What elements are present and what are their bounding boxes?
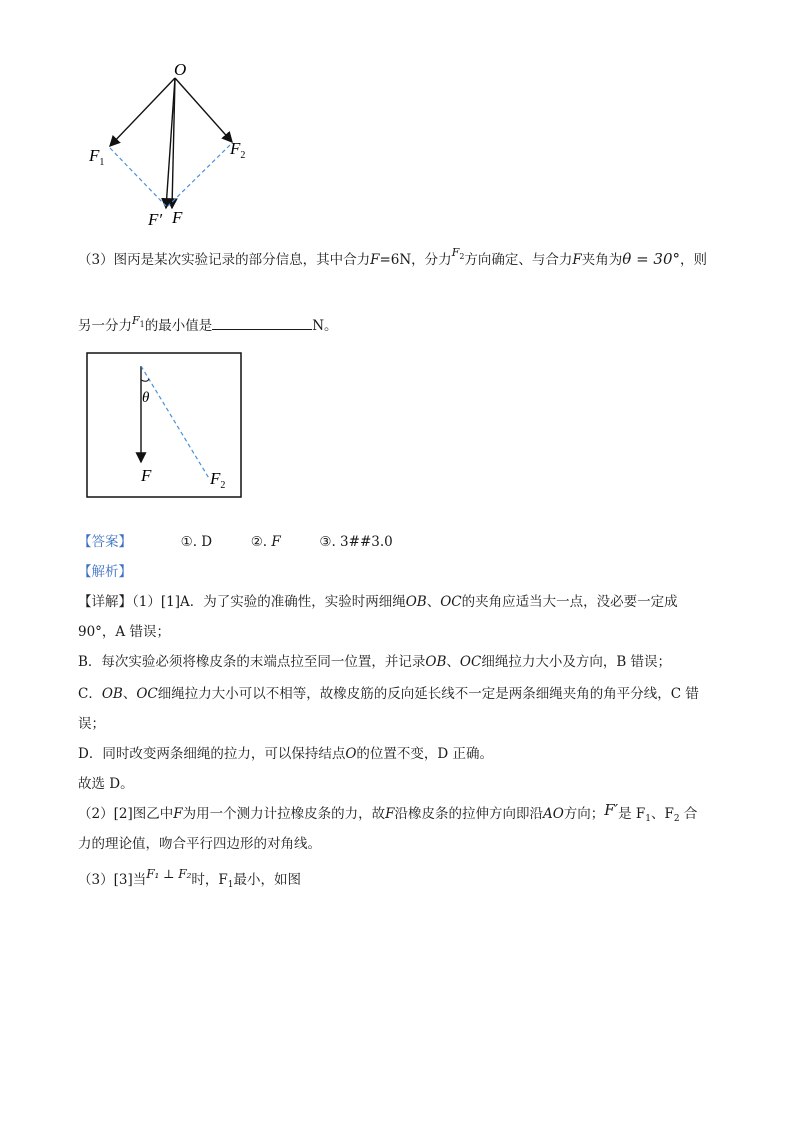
q3-f2-symbol: F2 (451, 246, 465, 262)
answer-2-value: F (271, 534, 281, 550)
o-label: O (345, 746, 357, 762)
q3-prefix: （3）图丙是某次实验记录的部分信息，其中合力 (78, 252, 371, 268)
answer-label: 【答案】 (78, 534, 132, 550)
q3-then: ，则 (680, 252, 708, 268)
detail-l3b: 细绳拉力大小及方向，B 错误； (481, 654, 672, 670)
detail-l8g: 合 (679, 806, 698, 822)
detail-line-2: 90°，A 错误； (78, 624, 170, 640)
label-theta: θ (142, 390, 150, 406)
detail-line-7: 故选 D。 (78, 776, 134, 792)
q3-eq: =6N，分力 (379, 252, 452, 268)
answer-1: ①. D (180, 534, 213, 550)
label-f-fig2: F (141, 466, 152, 485)
detail-l6b: 的位置不变，D 正确。 (356, 746, 494, 762)
answer-blank (212, 317, 312, 330)
answer-line (78, 530, 393, 550)
ob-label: OB (405, 594, 427, 610)
detail-l10a: （3）[3]当 (78, 872, 147, 888)
f2-dashed-line (141, 366, 210, 480)
q3-angle-text: 夹角为 (581, 252, 623, 268)
detail-l8d: 方向； (563, 806, 605, 822)
detail-line-4 (78, 682, 699, 702)
sub-1: 1 (645, 814, 652, 824)
detail-l10c: 最小，如图 (233, 872, 302, 888)
f-label-2: F (385, 806, 395, 822)
fprime-label: F′ (604, 801, 619, 819)
q3-unit: N。 (312, 318, 338, 334)
f1-arrow (110, 78, 175, 146)
dashed-f2-fprime (168, 145, 230, 206)
oc-label: OC (440, 594, 462, 610)
angle-figure (86, 352, 242, 498)
detail-l8e: 是 F (618, 806, 646, 822)
f-label-1: F (173, 806, 183, 822)
detail-l1a: 【详解】（1）[1]A．为了实验的准确性，实验时两细绳 (78, 594, 406, 610)
sub-2: 2 (673, 814, 680, 824)
analysis-label: 【解析】 (78, 564, 132, 580)
label-f: F (172, 208, 183, 227)
q3-f-symbol: F (370, 252, 380, 268)
sep-2: 、 (446, 654, 460, 670)
question-3-line2 (78, 314, 338, 335)
ao-label: AO (542, 806, 564, 822)
dashed-f1-fprime (110, 148, 166, 206)
q3-line2-prefix: 另一分力 (78, 318, 132, 334)
q3-mid: 方向确定、与合力 (464, 252, 573, 268)
q3-theta-eq: θ = 30° (622, 250, 681, 268)
q3-f-symbol-2: F (572, 252, 582, 268)
perp-expression: F₁ ⊥ F₂ (146, 867, 192, 881)
answer-3: ③. 3##3.0 (319, 534, 393, 550)
label-f1: $F_1$ (89, 146, 105, 168)
detail-l10b: 时，F (191, 872, 228, 888)
question-3-line1 (78, 248, 707, 269)
detail-line-6 (78, 742, 493, 762)
label-f2: $F_2$ (230, 139, 246, 161)
sub-3: 1 (227, 880, 234, 890)
detail-line-10 (78, 868, 301, 890)
oc-label-3: OC (136, 686, 158, 702)
oc-label-2: OC (459, 654, 482, 670)
detail-l4b: 细绳拉力大小可以不相等，故橡皮筋的反向延长线不一定是两条细绳夹角的角平分线，C 错 (157, 686, 699, 702)
ob-label-2: OB (425, 654, 447, 670)
answer-2-num: ②. (250, 534, 268, 550)
detail-line-5: 误； (78, 716, 105, 732)
sep-1: 、 (426, 594, 441, 610)
theta-arc (141, 379, 149, 381)
detail-l8c: 沿橡皮条的拉伸方向即沿 (394, 806, 543, 822)
detail-l8b: 为用一个测力计拉橡皮条的力，故 (182, 806, 386, 822)
sep-3: 、 (122, 686, 137, 702)
f2-arrow (175, 78, 232, 142)
label-o: O (174, 60, 187, 79)
detail-l1b: 的夹角应适当大一点，没必要一定成 (461, 594, 678, 610)
detail-l6a: D．同时改变两条细绳的拉力，可以保持结点 (78, 746, 346, 762)
detail-l4a: C． (78, 686, 102, 702)
detail-line-3 (78, 650, 671, 670)
ob-label-3: OB (101, 686, 123, 702)
q3-line2-mid: 的最小值是 (144, 318, 213, 334)
detail-line-9: 力的理论值，吻合平行四边形的对角线。 (78, 836, 321, 852)
force-parallelogram-figure (80, 60, 270, 235)
detail-l8f: 、F (651, 806, 674, 822)
label-fprime: F′ (148, 210, 163, 229)
detail-line-1 (78, 590, 678, 610)
detail-l3a: B．每次实验必须将橡皮条的末端点拉至同一位置，并记录 (78, 654, 426, 670)
detail-line-8 (78, 802, 697, 824)
detail-l8a: （2）[2]图乙中 (78, 806, 174, 822)
label-f2-fig2: $F_2$ (210, 469, 226, 491)
q3-f1-symbol: F1 (132, 314, 145, 330)
